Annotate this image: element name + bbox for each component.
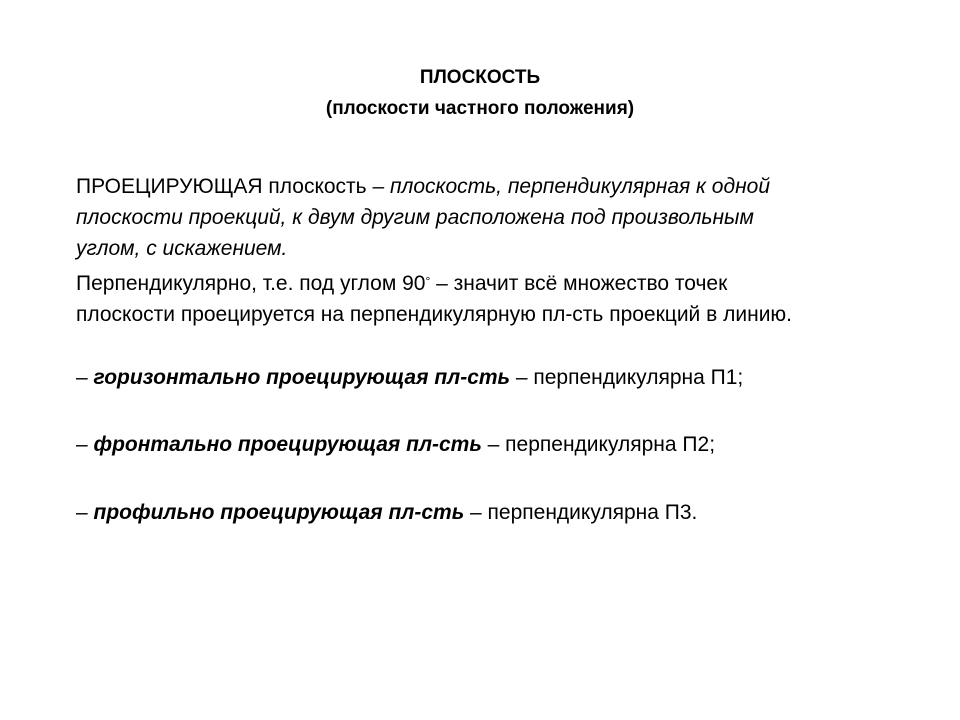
- bullet-horizontal-projecting: [76, 362, 743, 393]
- definition-text-line1: – плоскость, перпендикулярная к одной: [372, 175, 770, 198]
- definition-text-line2: плоскости проекций, к двум другим расположена под произвольным: [76, 206, 754, 229]
- bullet-rest: – перпендикулярна П3.: [464, 501, 698, 524]
- bullet-dash: –: [76, 433, 94, 456]
- title-line-subtitle: (плоскости частного положения): [325, 98, 635, 119]
- degree-mark: °: [425, 274, 431, 288]
- bullet-term: профильно проецирующая пл-сть: [93, 501, 465, 524]
- bullet-frontal-projecting: [76, 429, 715, 460]
- definition-paragraph: [76, 171, 916, 264]
- bullet-dash: –: [76, 501, 94, 524]
- slide-body: [76, 171, 916, 330]
- bullet-rest: – перпендикулярна П2;: [481, 433, 716, 456]
- explanation-line1-before: Перпендикулярно, т.е. под углом 90: [76, 272, 426, 295]
- bullet-term: горизонтально проецирующая пл-сть: [93, 366, 516, 389]
- explanation-paragraph: [76, 268, 916, 330]
- title-line-main: ПЛОСКОСТЬ: [419, 67, 541, 88]
- explanation-line1-after: – значит всё множество точек: [430, 272, 728, 295]
- explanation-line2: плоскости проецируется на перпендикулярную пл-сть проекций в линию.: [76, 303, 793, 326]
- slide-title: [0, 62, 960, 124]
- bullet-dash: –: [76, 366, 94, 389]
- definition-term: ПРОЕЦИРУЮЩАЯ плоскость: [76, 175, 373, 198]
- bullet-rest: – перпендикулярна П1;: [515, 366, 744, 389]
- bullet-term: фронтально проецирующая пл-сть: [93, 433, 482, 456]
- bullet-profile-projecting: [76, 497, 697, 528]
- definition-text-line3: углом, с искажением.: [76, 237, 288, 260]
